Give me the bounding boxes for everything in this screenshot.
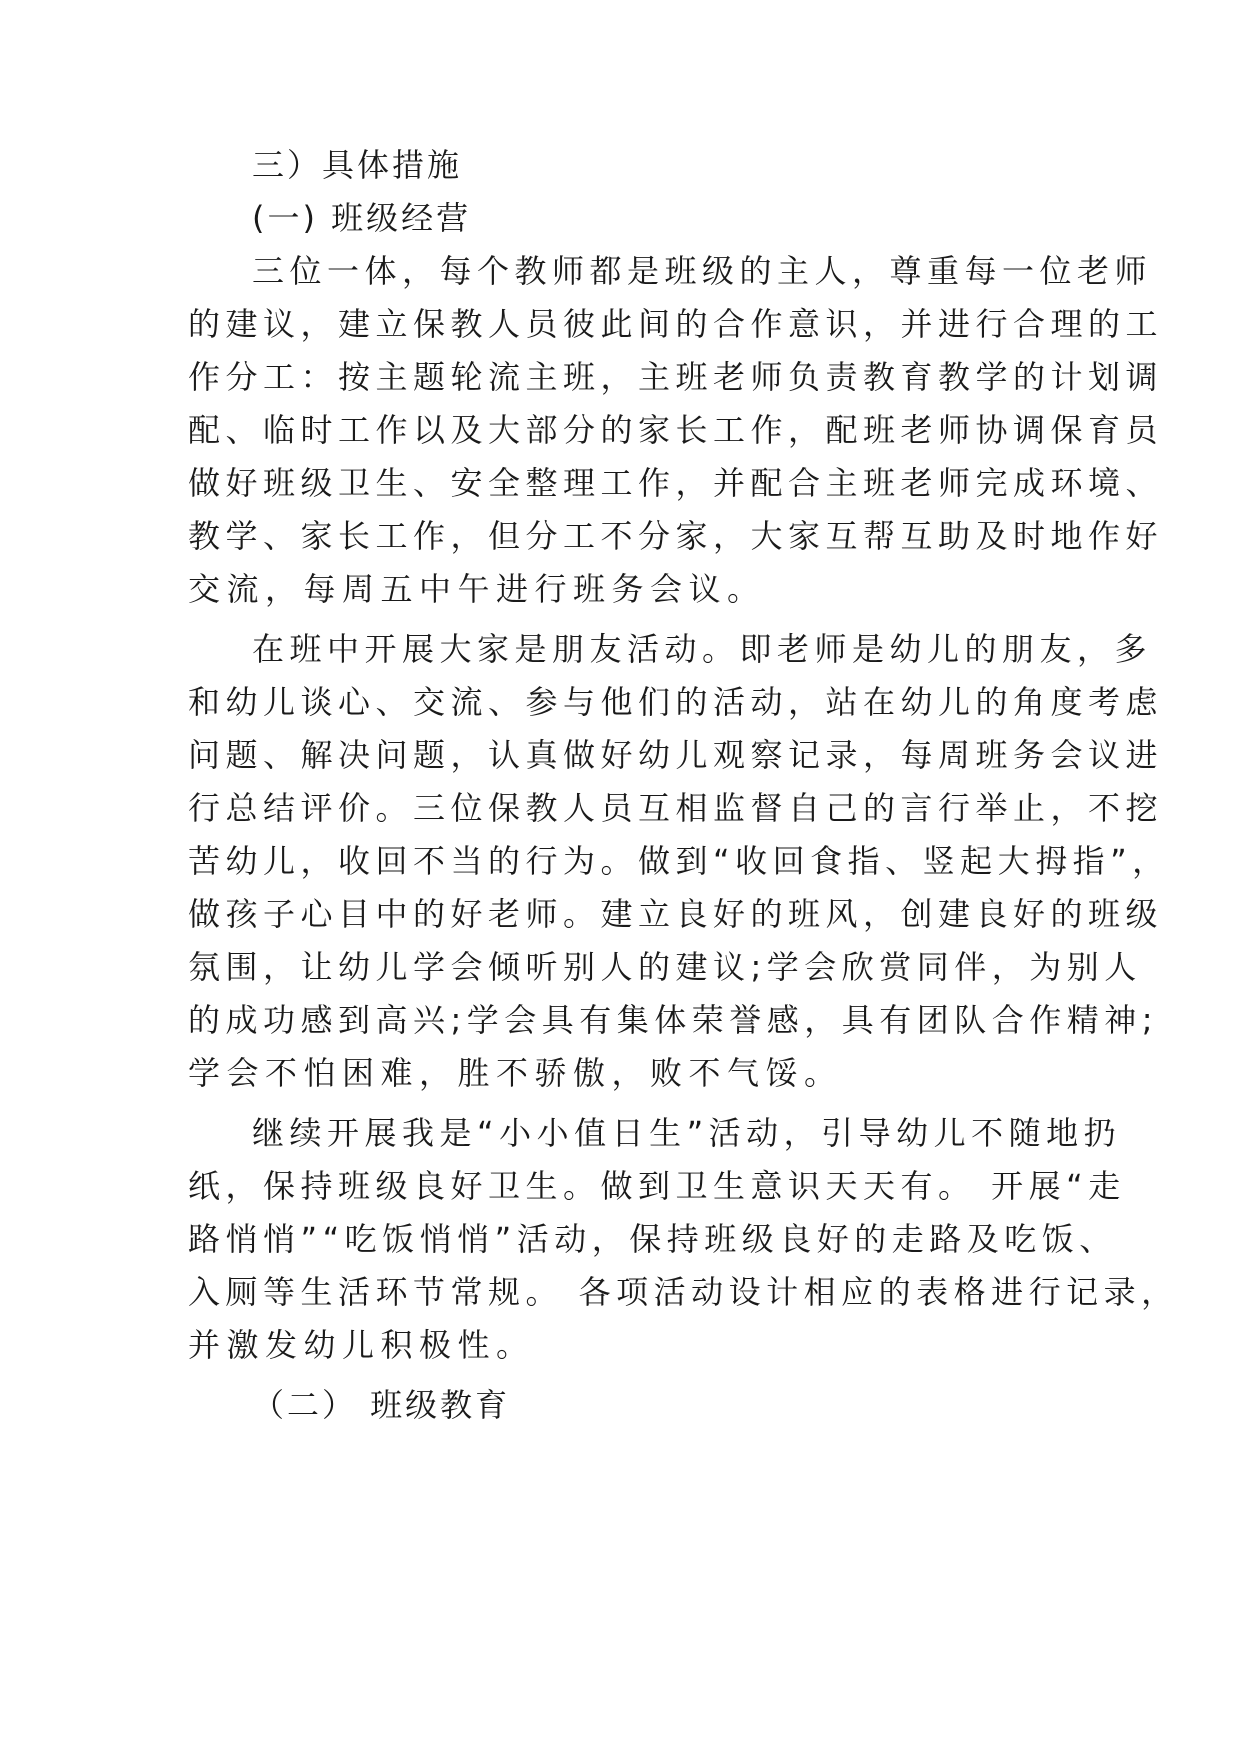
paragraph-line: 在班中开展大家是朋友活动。即老师是幼儿的朋友，多 (252, 630, 1153, 668)
paragraph-line: 路悄悄”“吃饭悄悄”活动，保持班级良好的走路及吃饭、 (188, 1220, 1117, 1258)
paragraph-line: 的建议，建立保教人员彼此间的合作意识，并进行合理的工 (188, 305, 1164, 343)
paragraph-line: 行总结评价。三位保教人员互相监督自己的言行举止，不挖 (188, 789, 1164, 827)
paragraph-line: 学会不怕困难，胜不骄傲，败不气馁。 (188, 1054, 843, 1092)
paragraph-line: 纸，保持班级良好卫生。做到卫生意识天天有。 开展“走 (188, 1167, 1126, 1205)
paragraph-line: 问题、解决问题，认真做好幼儿观察记录，每周班务会议进 (188, 736, 1164, 774)
paragraph-line: 作分工：按主题轮流主班，主班老师负责教育教学的计划调 (188, 358, 1164, 396)
subsection-heading: （二） 班级教育 (252, 1386, 511, 1424)
subsection-heading: (一) 班级经营 (252, 199, 472, 237)
paragraph-line: 做孩子心目中的好老师。建立良好的班风，创建良好的班级 (188, 895, 1164, 933)
paragraph-line: 并激发幼儿积极性。 (188, 1326, 535, 1364)
section-heading: 三）具体措施 (252, 146, 463, 184)
paragraph-line: 教学、家长工作，但分工不分家，大家互帮互助及时地作好 (188, 517, 1164, 555)
paragraph-line: 入厕等生活环节常规。 各项活动设计相应的表格进行记录， (188, 1273, 1179, 1311)
paragraph-line: 做好班级卫生、安全整理工作，并配合主班老师完成环境、 (188, 464, 1164, 502)
paragraph-line: 和幼儿谈心、交流、参与他们的活动，站在幼儿的角度考虑 (188, 683, 1164, 721)
paragraph-line: 氛围，让幼儿学会倾听别人的建议;学会欣赏同伴，为别人 (188, 948, 1142, 986)
paragraph-line: 三位一体，每个教师都是班级的主人，尊重每一位老师 (252, 252, 1153, 290)
paragraph-line: 苦幼儿，收回不当的行为。做到“收回食指、竖起大拇指”， (188, 842, 1170, 880)
paragraph-line: 继续开展我是“小小值日生”活动，引导幼儿不随地扔 (252, 1114, 1122, 1152)
paragraph-line: 的成功感到高兴;学会具有集体荣誉感，具有团队合作精神; (188, 1001, 1159, 1039)
paragraph-line: 交流，每周五中午进行班务会议。 (188, 570, 766, 608)
paragraph-line: 配、临时工作以及大部分的家长工作，配班老师协调保育员 (188, 411, 1164, 449)
